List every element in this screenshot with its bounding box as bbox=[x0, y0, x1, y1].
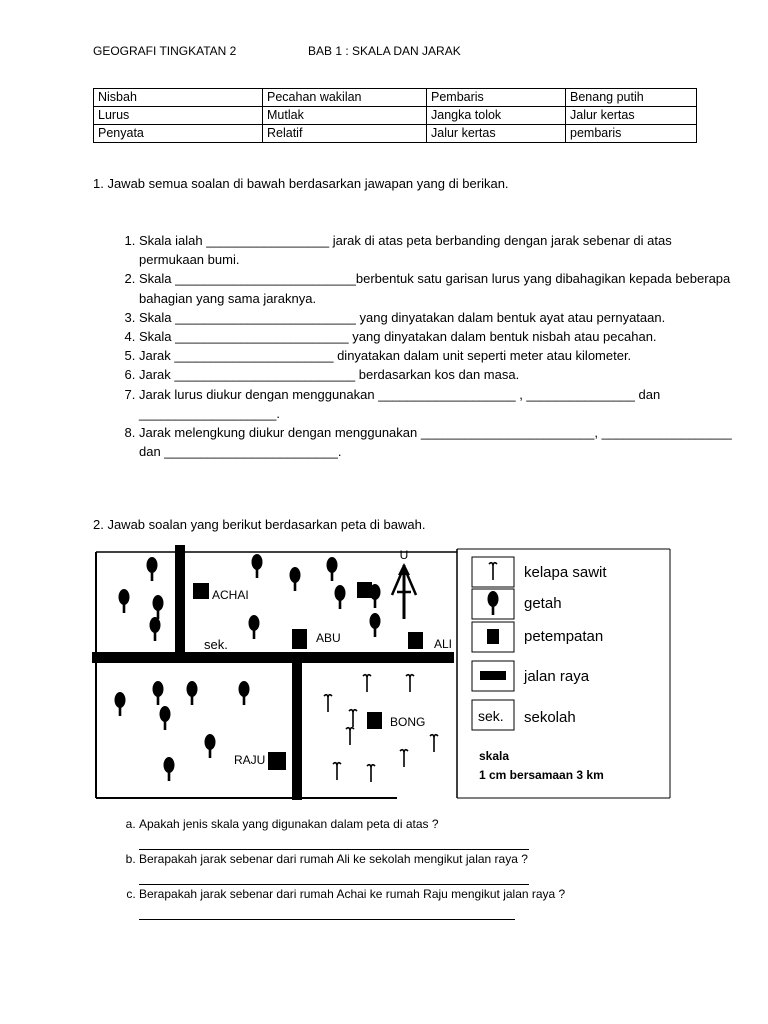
list-item: 1. Skala ialah _________________ jarak di atas peta berbanding dengan jarak sebenar di atas permukaan bumi. bbox=[139, 231, 739, 269]
subject-title: GEOGRAFI TINGKATAN 2 bbox=[93, 44, 237, 58]
label-raju: RAJU bbox=[234, 753, 266, 767]
word-cell: Jalur kertas bbox=[427, 125, 566, 143]
word-cell: Jangka tolok bbox=[427, 107, 566, 125]
north-label: U bbox=[399, 548, 409, 562]
section1-instruction: 1. Jawab semua soalan di bawah berdasarkan jawapan yang di berikan. bbox=[93, 176, 509, 191]
list-item bbox=[139, 885, 739, 920]
word-bank-table bbox=[93, 88, 697, 143]
table-row bbox=[94, 125, 697, 143]
list-item: 2. Skala _________________________berbentuk satu garisan lurus yang dibahagikan kepada beberapa bahagian yang sama jaraknya. bbox=[139, 269, 739, 307]
section2-instruction: 2. Jawab soalan yang berikut berdasarkan peta di bawah. bbox=[93, 517, 426, 532]
settlement-icons bbox=[193, 582, 426, 770]
answer-line[interactable] bbox=[139, 868, 529, 885]
answer-line[interactable] bbox=[139, 903, 515, 920]
question-text: Berapakah jarak sebenar dari rumah Ali ke sekolah mengikut jalan raya ? bbox=[139, 852, 528, 866]
list-item: 5. Jarak ______________________ dinyatakan dalam unit seperti meter atau kilometer. bbox=[139, 346, 739, 365]
table-row bbox=[94, 89, 697, 107]
place-labels bbox=[204, 588, 452, 767]
table-row bbox=[94, 107, 697, 125]
word-cell: Lurus bbox=[94, 107, 263, 125]
question-text: Apakah jenis skala yang digunakan dalam peta di atas ? bbox=[139, 817, 439, 831]
word-cell: Pembaris bbox=[427, 89, 566, 107]
word-cell: Penyata bbox=[94, 125, 263, 143]
list-item bbox=[139, 850, 739, 885]
fill-blank-list bbox=[93, 231, 739, 461]
map-figure bbox=[92, 545, 676, 801]
scale-title: skala bbox=[479, 749, 510, 763]
legend-label: petempatan bbox=[524, 628, 604, 645]
word-cell: Pecahan wakilan bbox=[263, 89, 427, 107]
list-item: 4. Skala ________________________ yang dinyatakan dalam bentuk nisbah atau pecahan. bbox=[139, 327, 739, 346]
question-text: Berapakah jarak sebenar dari rumah Achai ke rumah Raju mengikut jalan raya ? bbox=[139, 887, 566, 901]
label-ali: ALI bbox=[434, 637, 453, 651]
word-cell: Jalur kertas bbox=[566, 107, 697, 125]
label-achai: ACHAI bbox=[212, 588, 249, 602]
map-legend bbox=[472, 557, 607, 782]
word-cell: Nisbah bbox=[94, 89, 263, 107]
label-abu: ABU bbox=[316, 631, 341, 645]
scale-value: 1 cm bersamaan 3 km bbox=[479, 768, 604, 782]
map-question-list bbox=[93, 815, 739, 920]
word-cell: Relatif bbox=[263, 125, 427, 143]
list-item: 8. Jarak melengkung diukur dengan menggunakan ________________________, __________________ dan ________________________. bbox=[139, 423, 739, 461]
legend-label: sekolah bbox=[524, 709, 576, 726]
chapter-title: BAB 1 : SKALA DAN JARAK bbox=[308, 44, 461, 58]
school-icon: sek. bbox=[478, 708, 504, 724]
answer-line[interactable] bbox=[139, 833, 529, 850]
word-cell: Benang putih bbox=[566, 89, 697, 107]
list-item bbox=[139, 815, 739, 850]
list-item: 7. Jarak lurus diukur dengan menggunakan ___________________ , _______________ dan ___________________. bbox=[139, 385, 739, 423]
legend-label: jalan raya bbox=[524, 668, 590, 685]
north-arrow-icon bbox=[392, 563, 416, 619]
word-cell: Mutlak bbox=[263, 107, 427, 125]
list-item: 3. Skala _________________________ yang dinyatakan dalam bentuk ayat atau pernyataan. bbox=[139, 308, 739, 327]
map-svg bbox=[92, 545, 676, 801]
legend-label: kelapa sawit bbox=[524, 564, 607, 581]
list-item: 6. Jarak _________________________ berdasarkan kos dan masa. bbox=[139, 365, 739, 384]
label-school: sek. bbox=[204, 637, 228, 652]
label-bong: BONG bbox=[390, 715, 426, 729]
word-cell: pembaris bbox=[566, 125, 697, 143]
legend-label: getah bbox=[524, 595, 562, 612]
